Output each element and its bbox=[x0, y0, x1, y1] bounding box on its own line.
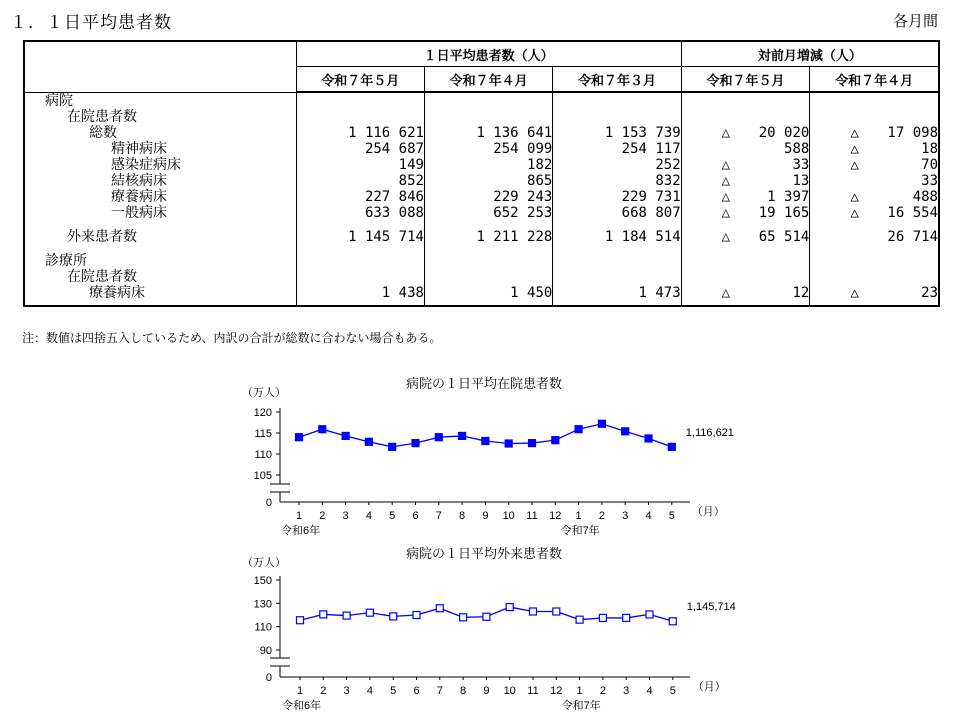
page-title: １．１日平均患者数 bbox=[10, 13, 172, 33]
col-header: 令和７年３月 bbox=[553, 67, 681, 93]
group-header-daily: １日平均患者数（人） bbox=[296, 41, 681, 67]
decrease-triangle: △ bbox=[721, 157, 731, 173]
x-tick-label: 4 bbox=[646, 685, 653, 697]
data-point bbox=[530, 608, 537, 615]
col-header: 令和７年５月 bbox=[296, 67, 424, 93]
row-label: 総数 bbox=[89, 124, 117, 141]
table-cell: 1 153 739 bbox=[604, 125, 681, 141]
data-point bbox=[645, 435, 652, 442]
row-label: 精神病床 bbox=[111, 140, 167, 157]
table-cell bbox=[682, 285, 810, 301]
values-may bbox=[296, 92, 424, 306]
outpatient-chart bbox=[230, 540, 750, 720]
row-gap bbox=[682, 245, 810, 253]
x-axis-unit: （月） bbox=[691, 506, 725, 518]
y-axis-unit: （万人） bbox=[242, 557, 286, 569]
group-header-change: 対前月増減（人） bbox=[681, 41, 939, 67]
decrease-triangle: △ bbox=[850, 189, 859, 205]
decrease-triangle: △ bbox=[850, 285, 859, 301]
decrease-triangle: △ bbox=[850, 141, 859, 157]
data-point bbox=[389, 443, 396, 450]
table-cell bbox=[425, 269, 552, 285]
row-gap bbox=[25, 245, 296, 253]
change-apr bbox=[810, 92, 939, 306]
data-point bbox=[576, 616, 583, 623]
table-cell: 1 450 bbox=[510, 285, 553, 301]
row-labels bbox=[24, 92, 296, 306]
patients-table bbox=[23, 40, 940, 307]
table-cell bbox=[425, 109, 552, 125]
decrease-triangle: △ bbox=[850, 157, 859, 173]
x-tick-label: 1 bbox=[295, 510, 303, 522]
table-cell: 254 117 bbox=[621, 141, 681, 157]
decrease-triangle bbox=[810, 173, 850, 189]
decrease-triangle bbox=[810, 269, 850, 285]
table-cell: 1 184 514 bbox=[604, 229, 681, 245]
x-tick-label: 7 bbox=[435, 510, 442, 522]
data-point bbox=[529, 440, 536, 447]
cell-value: 20 020 bbox=[758, 125, 810, 141]
cell-value: 12 bbox=[792, 285, 810, 301]
period-label: 各月間 bbox=[892, 12, 938, 30]
x-tick-label: 10 bbox=[503, 685, 516, 697]
table-cell: 852 bbox=[398, 173, 424, 189]
row-gap bbox=[682, 221, 810, 229]
data-point bbox=[366, 609, 373, 616]
table-cell bbox=[810, 205, 938, 221]
table-cell: 1 473 bbox=[638, 285, 681, 301]
row-gap bbox=[425, 245, 552, 253]
table-cell bbox=[553, 253, 680, 269]
table-cell: 229 731 bbox=[621, 189, 681, 205]
last-value-label: 1,145,714 bbox=[686, 601, 736, 613]
footnote: 注：数値は四捨五入しているため、内訳の合計が総数に合わない場合もある。 bbox=[22, 331, 442, 345]
decrease-triangle bbox=[810, 109, 850, 125]
decrease-triangle: △ bbox=[721, 189, 731, 205]
table-cell: 254 099 bbox=[493, 141, 553, 157]
decrease-triangle: △ bbox=[721, 285, 731, 301]
decrease-triangle bbox=[810, 229, 850, 245]
data-point bbox=[413, 612, 420, 619]
y-tick-label: 115 bbox=[254, 428, 272, 440]
table-cell: 1 438 bbox=[381, 285, 424, 301]
table-cell bbox=[810, 285, 938, 301]
cell-value: 26 714 bbox=[887, 229, 938, 245]
data-point bbox=[365, 438, 372, 445]
table-cell: 1 136 641 bbox=[476, 125, 553, 141]
cell-value: 70 bbox=[921, 157, 938, 173]
table-cell bbox=[810, 93, 938, 109]
cell-value: 23 bbox=[921, 285, 938, 301]
x-tick-label: 3 bbox=[343, 685, 350, 697]
last-value-label: 1,116,621 bbox=[685, 427, 734, 439]
table-cell bbox=[810, 269, 938, 285]
data-point bbox=[482, 437, 489, 444]
col-header: 令和７年５月 bbox=[681, 67, 810, 93]
data-point bbox=[552, 437, 559, 444]
table-cell bbox=[553, 109, 680, 125]
cell-value: 65 514 bbox=[758, 229, 810, 245]
col-header: 令和７年４月 bbox=[424, 67, 552, 93]
cell-value: 33 bbox=[921, 173, 938, 189]
decrease-triangle: △ bbox=[721, 229, 731, 245]
data-point bbox=[296, 434, 303, 441]
x-tick-label: 12 bbox=[549, 510, 562, 522]
table-cell: 227 846 bbox=[364, 189, 424, 205]
x-tick-label: 7 bbox=[436, 685, 443, 697]
decrease-triangle bbox=[682, 141, 722, 157]
row-label: 診療所 bbox=[45, 252, 87, 269]
data-point bbox=[599, 614, 606, 621]
y-tick-label: 130 bbox=[253, 598, 272, 611]
row-gap bbox=[810, 245, 938, 253]
data-point bbox=[320, 611, 327, 618]
x-tick-label: 3 bbox=[622, 510, 629, 522]
decrease-triangle: △ bbox=[850, 125, 859, 141]
values-mar bbox=[553, 92, 681, 306]
data-point bbox=[412, 440, 419, 447]
data-point bbox=[459, 432, 466, 439]
y-tick-label: 120 bbox=[253, 407, 272, 419]
x-tick-label: 9 bbox=[482, 510, 489, 522]
data-point bbox=[646, 611, 653, 618]
inpatient-chart bbox=[230, 370, 750, 545]
era-label: 令和6年 bbox=[282, 700, 322, 712]
row-label: 在院患者数 bbox=[67, 268, 137, 285]
decrease-triangle: △ bbox=[850, 205, 859, 221]
y-tick-label: 0 bbox=[265, 497, 272, 509]
y-tick-label: 0 bbox=[265, 672, 272, 684]
table-cell: 252 bbox=[655, 157, 681, 173]
cell-value: 13 bbox=[792, 173, 810, 189]
decrease-triangle bbox=[682, 253, 722, 269]
row-gap bbox=[425, 221, 552, 229]
row-gap bbox=[297, 221, 424, 229]
table-cell bbox=[810, 253, 938, 269]
table-cell bbox=[425, 253, 552, 269]
data-point bbox=[342, 432, 349, 439]
x-tick-label: 5 bbox=[389, 510, 396, 522]
y-tick-label: 110 bbox=[254, 621, 272, 634]
data-point bbox=[435, 434, 442, 441]
decrease-triangle: △ bbox=[721, 125, 731, 141]
decrease-triangle bbox=[682, 109, 722, 125]
era-label: 令和7年 bbox=[560, 525, 600, 537]
decrease-triangle: △ bbox=[721, 173, 731, 189]
table-cell bbox=[297, 253, 424, 269]
table-cell bbox=[810, 173, 938, 189]
row-gap bbox=[553, 245, 680, 253]
table-cell bbox=[297, 93, 424, 109]
x-axis-unit: （月） bbox=[692, 681, 726, 693]
era-label: 令和7年 bbox=[561, 700, 601, 712]
y-tick-label: 150 bbox=[253, 575, 272, 587]
cell-value: 18 bbox=[921, 141, 938, 157]
data-point bbox=[598, 420, 605, 427]
data-point bbox=[506, 604, 513, 611]
x-tick-label: 5 bbox=[668, 510, 675, 522]
decrease-triangle bbox=[810, 253, 850, 269]
row-gap bbox=[553, 221, 680, 229]
row-gap bbox=[297, 245, 424, 253]
table-cell: 1 116 621 bbox=[348, 125, 424, 141]
cell-value: 17 098 bbox=[887, 125, 938, 141]
cell-value: 19 165 bbox=[758, 205, 810, 221]
x-tick-label: 2 bbox=[598, 510, 605, 522]
table-cell bbox=[810, 125, 938, 141]
row-gap bbox=[25, 221, 296, 229]
data-point bbox=[319, 426, 326, 433]
row-label: 一般病床 bbox=[111, 204, 167, 221]
y-tick-label: 90 bbox=[259, 645, 272, 657]
table-cell bbox=[682, 205, 810, 221]
cell-value: 33 bbox=[792, 157, 810, 173]
cell-value: 588 bbox=[784, 141, 810, 157]
era-label: 令和6年 bbox=[281, 525, 321, 537]
table-cell bbox=[810, 141, 938, 157]
y-tick-label: 105 bbox=[253, 470, 272, 482]
table-cell bbox=[682, 109, 810, 125]
cell-value: 488 bbox=[912, 189, 938, 205]
row-label: 療養病床 bbox=[111, 188, 167, 205]
data-point bbox=[575, 426, 582, 433]
table-cell bbox=[682, 253, 810, 269]
data-point bbox=[483, 613, 490, 620]
table-cell bbox=[682, 269, 810, 285]
values-apr bbox=[424, 92, 552, 306]
chart-title: 病院の１日平均在院患者数 bbox=[405, 376, 563, 391]
table-cell: 182 bbox=[527, 157, 553, 173]
table-cell: 149 bbox=[398, 157, 424, 173]
decrease-triangle bbox=[682, 269, 722, 285]
data-point bbox=[343, 612, 350, 619]
row-label: 在院患者数 bbox=[67, 108, 137, 125]
data-point bbox=[436, 605, 443, 612]
x-tick-label: 2 bbox=[319, 510, 326, 522]
x-tick-label: 3 bbox=[623, 685, 630, 697]
row-gap bbox=[810, 221, 938, 229]
x-tick-label: 12 bbox=[550, 685, 563, 697]
x-tick-label: 5 bbox=[669, 685, 676, 697]
table-cell: 652 253 bbox=[493, 205, 553, 221]
table-cell: 668 807 bbox=[621, 205, 681, 221]
table-cell bbox=[682, 189, 810, 205]
table-cell bbox=[297, 269, 424, 285]
data-point bbox=[669, 618, 676, 625]
row-label: 感染症病床 bbox=[111, 156, 181, 173]
x-tick-label: 4 bbox=[645, 510, 652, 522]
table-cell bbox=[297, 109, 424, 125]
table-cell bbox=[425, 93, 552, 109]
data-point bbox=[623, 614, 630, 621]
table-cell bbox=[682, 173, 810, 189]
x-tick-label: 4 bbox=[366, 685, 373, 697]
x-tick-label: 6 bbox=[412, 510, 419, 522]
y-axis-unit: （万人） bbox=[242, 387, 286, 399]
table-cell bbox=[553, 93, 680, 109]
x-tick-label: 3 bbox=[342, 510, 349, 522]
data-point bbox=[390, 613, 397, 620]
data-point bbox=[505, 440, 512, 447]
table-cell: 832 bbox=[655, 173, 681, 189]
table-cell bbox=[682, 93, 810, 109]
table-cell bbox=[682, 125, 810, 141]
col-header: 令和７年４月 bbox=[810, 67, 939, 93]
x-tick-label: 2 bbox=[599, 685, 606, 697]
x-tick-label: 1 bbox=[576, 685, 583, 697]
x-tick-label: 5 bbox=[390, 685, 397, 697]
x-tick-label: 8 bbox=[459, 510, 466, 522]
x-tick-label: 10 bbox=[502, 510, 515, 522]
x-tick-label: 1 bbox=[296, 685, 304, 697]
table-cell bbox=[810, 109, 938, 125]
x-tick-label: 4 bbox=[365, 510, 372, 522]
table-cell: 865 bbox=[527, 173, 553, 189]
cell-value: 1 397 bbox=[767, 189, 810, 205]
x-tick-label: 8 bbox=[460, 685, 467, 697]
corner-cell bbox=[24, 41, 296, 92]
table-cell: 1 145 714 bbox=[348, 229, 424, 245]
x-tick-label: 2 bbox=[320, 685, 327, 697]
row-label: 病院 bbox=[45, 92, 73, 109]
x-tick-label: 9 bbox=[483, 685, 490, 697]
x-tick-label: 11 bbox=[526, 510, 538, 522]
row-label: 療養病床 bbox=[89, 284, 145, 301]
data-point bbox=[622, 428, 629, 435]
x-tick-label: 1 bbox=[575, 510, 582, 522]
data-point bbox=[553, 608, 560, 615]
cell-value: 16 554 bbox=[887, 205, 938, 221]
data-point bbox=[460, 614, 467, 621]
data-point bbox=[297, 617, 304, 624]
table-cell bbox=[682, 141, 810, 157]
table-cell bbox=[810, 189, 938, 205]
decrease-triangle: △ bbox=[721, 205, 731, 221]
table-cell: 229 243 bbox=[493, 189, 553, 205]
table-cell bbox=[553, 269, 680, 285]
data-point bbox=[668, 443, 675, 450]
y-tick-label: 110 bbox=[254, 449, 272, 461]
change-may bbox=[681, 92, 810, 306]
table-cell bbox=[810, 229, 938, 245]
chart-title: 病院の１日平均外来患者数 bbox=[405, 546, 563, 561]
table-cell bbox=[682, 229, 810, 245]
x-tick-label: 11 bbox=[527, 685, 539, 697]
decrease-triangle bbox=[810, 93, 850, 109]
row-label: 結核病床 bbox=[111, 172, 167, 189]
x-tick-label: 6 bbox=[413, 685, 420, 697]
table-cell: 633 088 bbox=[364, 205, 424, 221]
row-label: 外来患者数 bbox=[67, 228, 137, 245]
table-cell bbox=[682, 157, 810, 173]
decrease-triangle bbox=[682, 93, 722, 109]
table-cell: 254 687 bbox=[364, 141, 424, 157]
table-cell bbox=[810, 157, 938, 173]
table-cell: 1 211 228 bbox=[476, 229, 553, 245]
